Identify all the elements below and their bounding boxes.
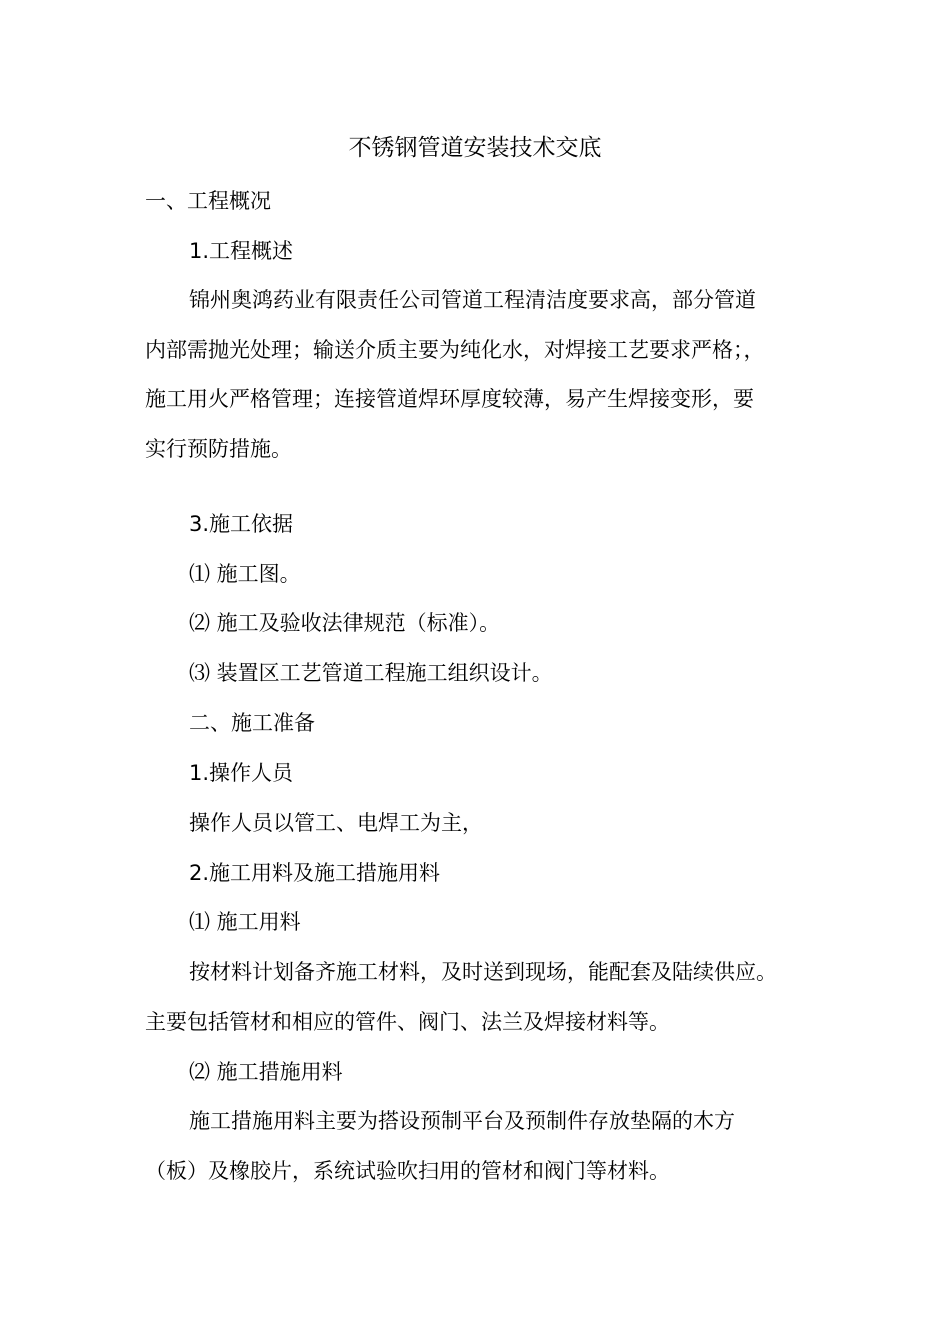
paragraph-line: 施工措施用料主要为搭设预制平台及预制件存放垫隔的木方 (189, 1109, 735, 1133)
list-item: ⑴ 施工用料 (189, 910, 301, 934)
subsection-heading-personnel: 1.操作人员 (189, 761, 294, 785)
paragraph-line: （板）及橡胶片，系统试验吹扫用的管材和阀门等材料。 (145, 1159, 670, 1183)
document-title: 不锈钢管道安装技术交底 (348, 135, 602, 161)
paragraph-line: 施工用火严格管理；连接管道焊环厚度较薄，易产生焊接变形，要 (145, 387, 754, 411)
paragraph-line: 操作人员以管工、电焊工为主， (189, 811, 483, 835)
subsection-heading-materials: 2.施工用料及施工措施用料 (189, 861, 441, 885)
list-item: ⑴ 施工图。 (189, 562, 301, 586)
list-item: ⑵ 施工措施用料 (189, 1060, 343, 1084)
paragraph-line: 内部需抛光处理；输送介质主要为纯化水，对焊接工艺要求严格；， (145, 338, 765, 362)
section-heading-preparation: 二、施工准备 (189, 711, 315, 735)
subsection-heading-basis: 3.施工依据 (189, 512, 294, 536)
list-item: ⑵ 施工及验收法律规范（标准）。 (189, 611, 501, 635)
paragraph-line: 实行预防措施。 (145, 437, 292, 461)
paragraph-line: 按材料计划备齐施工材料，及时送到现场，能配套及陆续供应。 (189, 960, 777, 984)
paragraph-line: 主要包括管材和相应的管件、阀门、法兰及焊接材料等。 (145, 1010, 670, 1034)
subsection-heading-overview: 1.工程概述 (189, 239, 294, 263)
list-item: ⑶ 装置区工艺管道工程施工组织设计。 (189, 661, 553, 685)
section-heading-project-overview: 一、工程概况 (145, 189, 271, 213)
paragraph-line: 锦州奥鸿药业有限责任公司管道工程清洁度要求高，部分管道 (189, 288, 756, 312)
